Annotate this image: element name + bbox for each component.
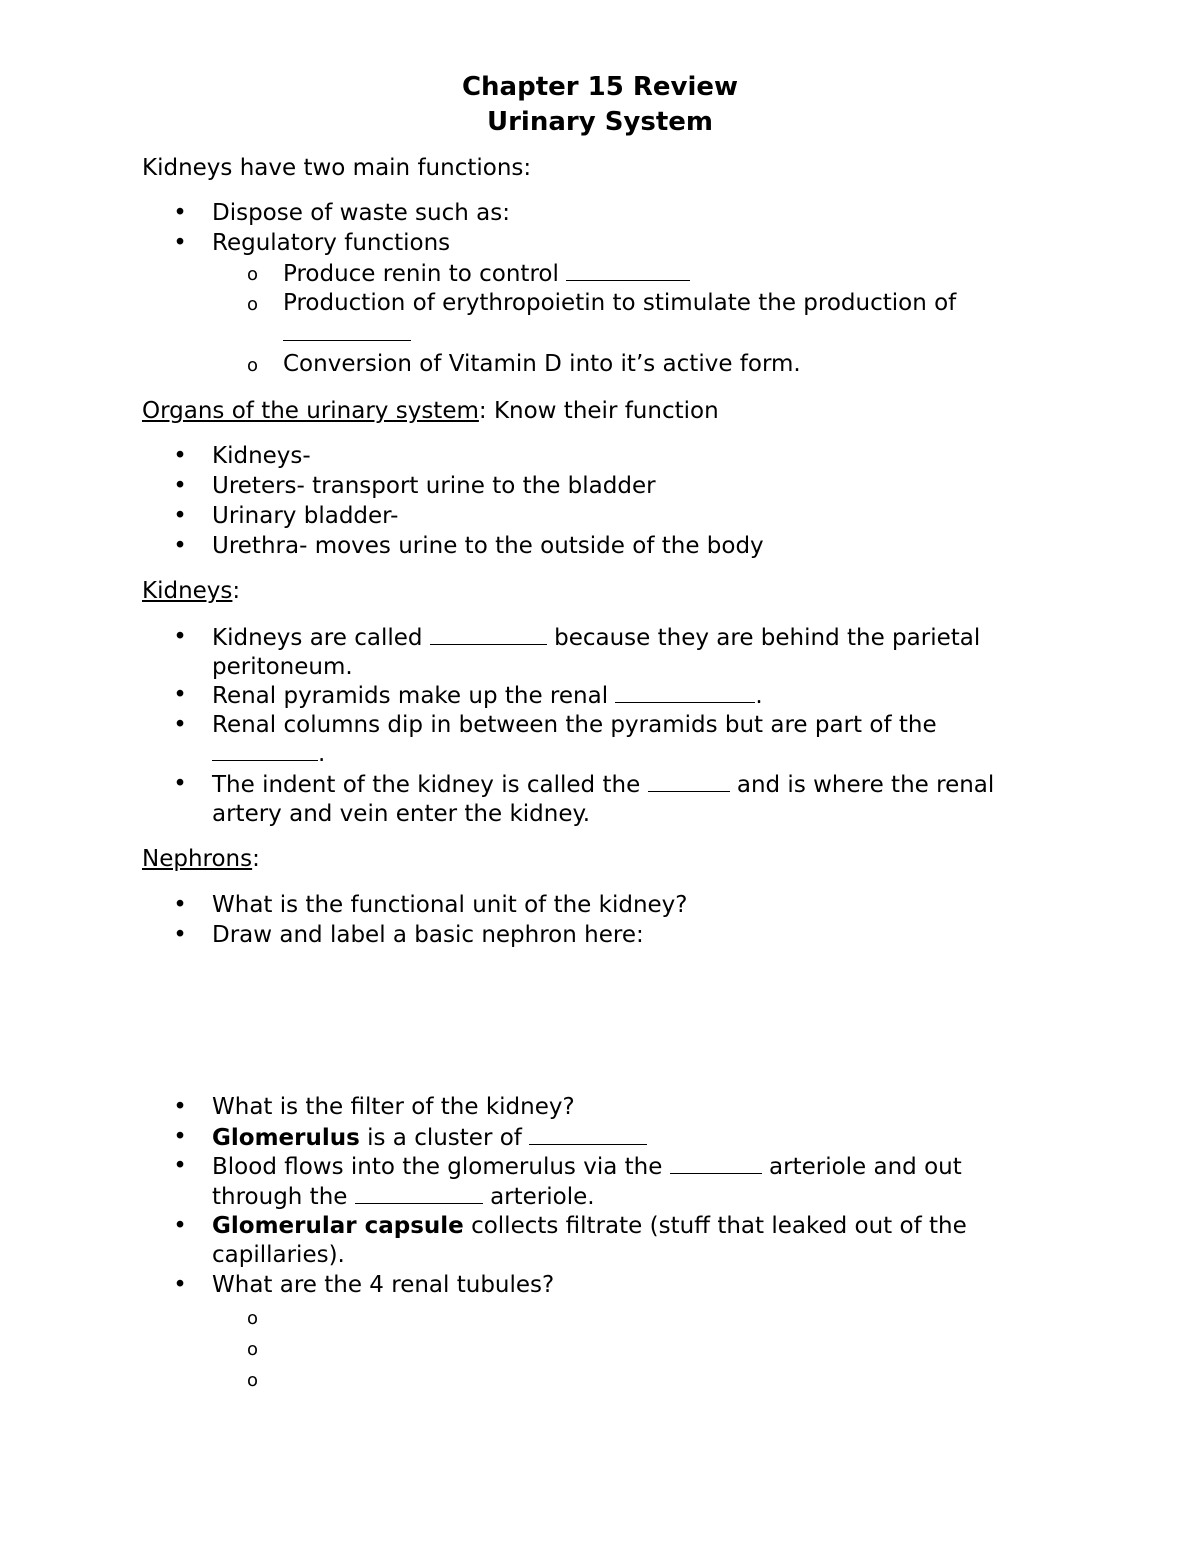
section-heading-organs [142, 396, 719, 426]
section-heading-label: Organs of the urinary system [142, 398, 479, 424]
intro-text: Kidneys have two main functions: [142, 155, 532, 181]
question-text: because they are behind the parietal [554, 625, 981, 651]
answer-blank[interactable] [615, 680, 755, 703]
section-heading-label: Nephrons [142, 846, 253, 872]
bullet: • [173, 1153, 187, 1179]
section-heading-label: Kidneys [142, 578, 233, 604]
sub-list-item [283, 318, 411, 349]
list-item: Renal columns dip in between the pyramids but are part of the [212, 712, 937, 738]
section-heading-kidneys [142, 576, 240, 606]
bullet: • [173, 682, 187, 708]
bold-term: Glomerular capsule [212, 1213, 464, 1239]
section-heading-nephrons [142, 844, 260, 874]
sub-item-text: Production of erythropoietin to stimulate the production of [283, 290, 957, 316]
list-item-continuation: artery and vein enter the kidney. [212, 801, 591, 827]
list-item-continuation: peritoneum. [212, 654, 353, 680]
bullet: • [173, 624, 187, 650]
section-heading-colon: : [252, 846, 260, 872]
question-text: Renal pyramids make up the renal [212, 683, 609, 709]
bullet: • [173, 200, 187, 226]
question-text: The indent of the kidney is called the [212, 772, 641, 798]
list-item: Draw and label a basic nephron here: [212, 922, 644, 948]
sub-item-text: Produce renin to control [283, 261, 559, 287]
answer-blank[interactable] [670, 1151, 762, 1174]
sub-bullet: o [247, 1339, 259, 1360]
list-item-continuation: capillaries). [212, 1242, 345, 1268]
sub-bullet: o [247, 355, 259, 376]
sub-bullet: o [247, 1308, 259, 1329]
list-item [212, 1211, 967, 1241]
bullet: • [173, 533, 187, 559]
list-item: Regulatory functions [212, 230, 451, 256]
answer-blank[interactable] [648, 769, 730, 792]
page-subtitle: Urinary System [486, 107, 714, 137]
question-text: and is where the renal [736, 772, 995, 798]
sub-item-text: Conversion of Vitamin D into it’s active form. [283, 351, 801, 377]
sub-list-item [283, 258, 690, 289]
list-item: Urethra- moves urine to the outside of the body [212, 533, 764, 559]
question-text: arteriole and out [769, 1154, 962, 1180]
bullet: • [173, 1124, 187, 1150]
bullet: • [173, 1213, 187, 1239]
list-item-continuation [212, 738, 325, 769]
bullet: • [173, 1272, 187, 1298]
page-title: Chapter 15 Review [461, 72, 739, 102]
list-item: What is the functional unit of the kidney? [212, 892, 688, 918]
answer-blank[interactable] [212, 738, 318, 761]
list-item [212, 769, 994, 800]
list-item: Dispose of waste such as: [212, 200, 510, 226]
question-text: collects filtrate (stuff that leaked out of the [463, 1213, 967, 1239]
answer-blank[interactable] [566, 258, 690, 281]
list-item-continuation [212, 1181, 595, 1212]
sub-bullet: o [247, 294, 259, 315]
section-heading-suffix: : Know their function [478, 398, 719, 424]
bullet: • [173, 503, 187, 529]
list-item: Kidneys- [212, 443, 311, 469]
list-item: What is the filter of the kidney? [212, 1094, 575, 1120]
section-heading-colon: : [232, 578, 241, 604]
list-item [212, 622, 980, 653]
bullet: • [173, 922, 187, 948]
question-text: Blood flows into the glomerulus via the [212, 1154, 663, 1180]
question-text: . [755, 683, 763, 709]
answer-blank[interactable] [529, 1122, 647, 1145]
bullet: • [173, 1094, 187, 1120]
answer-blank[interactable] [430, 622, 547, 645]
question-text: arteriole. [490, 1184, 595, 1210]
question-text: through the [212, 1184, 348, 1210]
list-item: Ureters- transport urine to the bladder [212, 473, 656, 499]
list-item: What are the 4 renal tubules? [212, 1272, 555, 1298]
sub-bullet: o [247, 264, 259, 285]
answer-blank[interactable] [355, 1181, 483, 1204]
bold-term: Glomerulus [212, 1125, 360, 1151]
question-text: . [318, 741, 326, 767]
list-item: Urinary bladder- [212, 503, 399, 529]
list-item [212, 1122, 647, 1153]
list-item [212, 1151, 962, 1182]
answer-blank[interactable] [283, 318, 411, 341]
list-item [212, 680, 763, 711]
bullet: • [173, 230, 187, 256]
bullet: • [173, 473, 187, 499]
bullet: • [173, 771, 187, 797]
bullet: • [173, 892, 187, 918]
sub-bullet: o [247, 1370, 259, 1391]
question-text: is a cluster of [359, 1125, 522, 1151]
bullet: • [173, 443, 187, 469]
question-text: Kidneys are called [212, 625, 423, 651]
bullet: • [173, 712, 187, 738]
